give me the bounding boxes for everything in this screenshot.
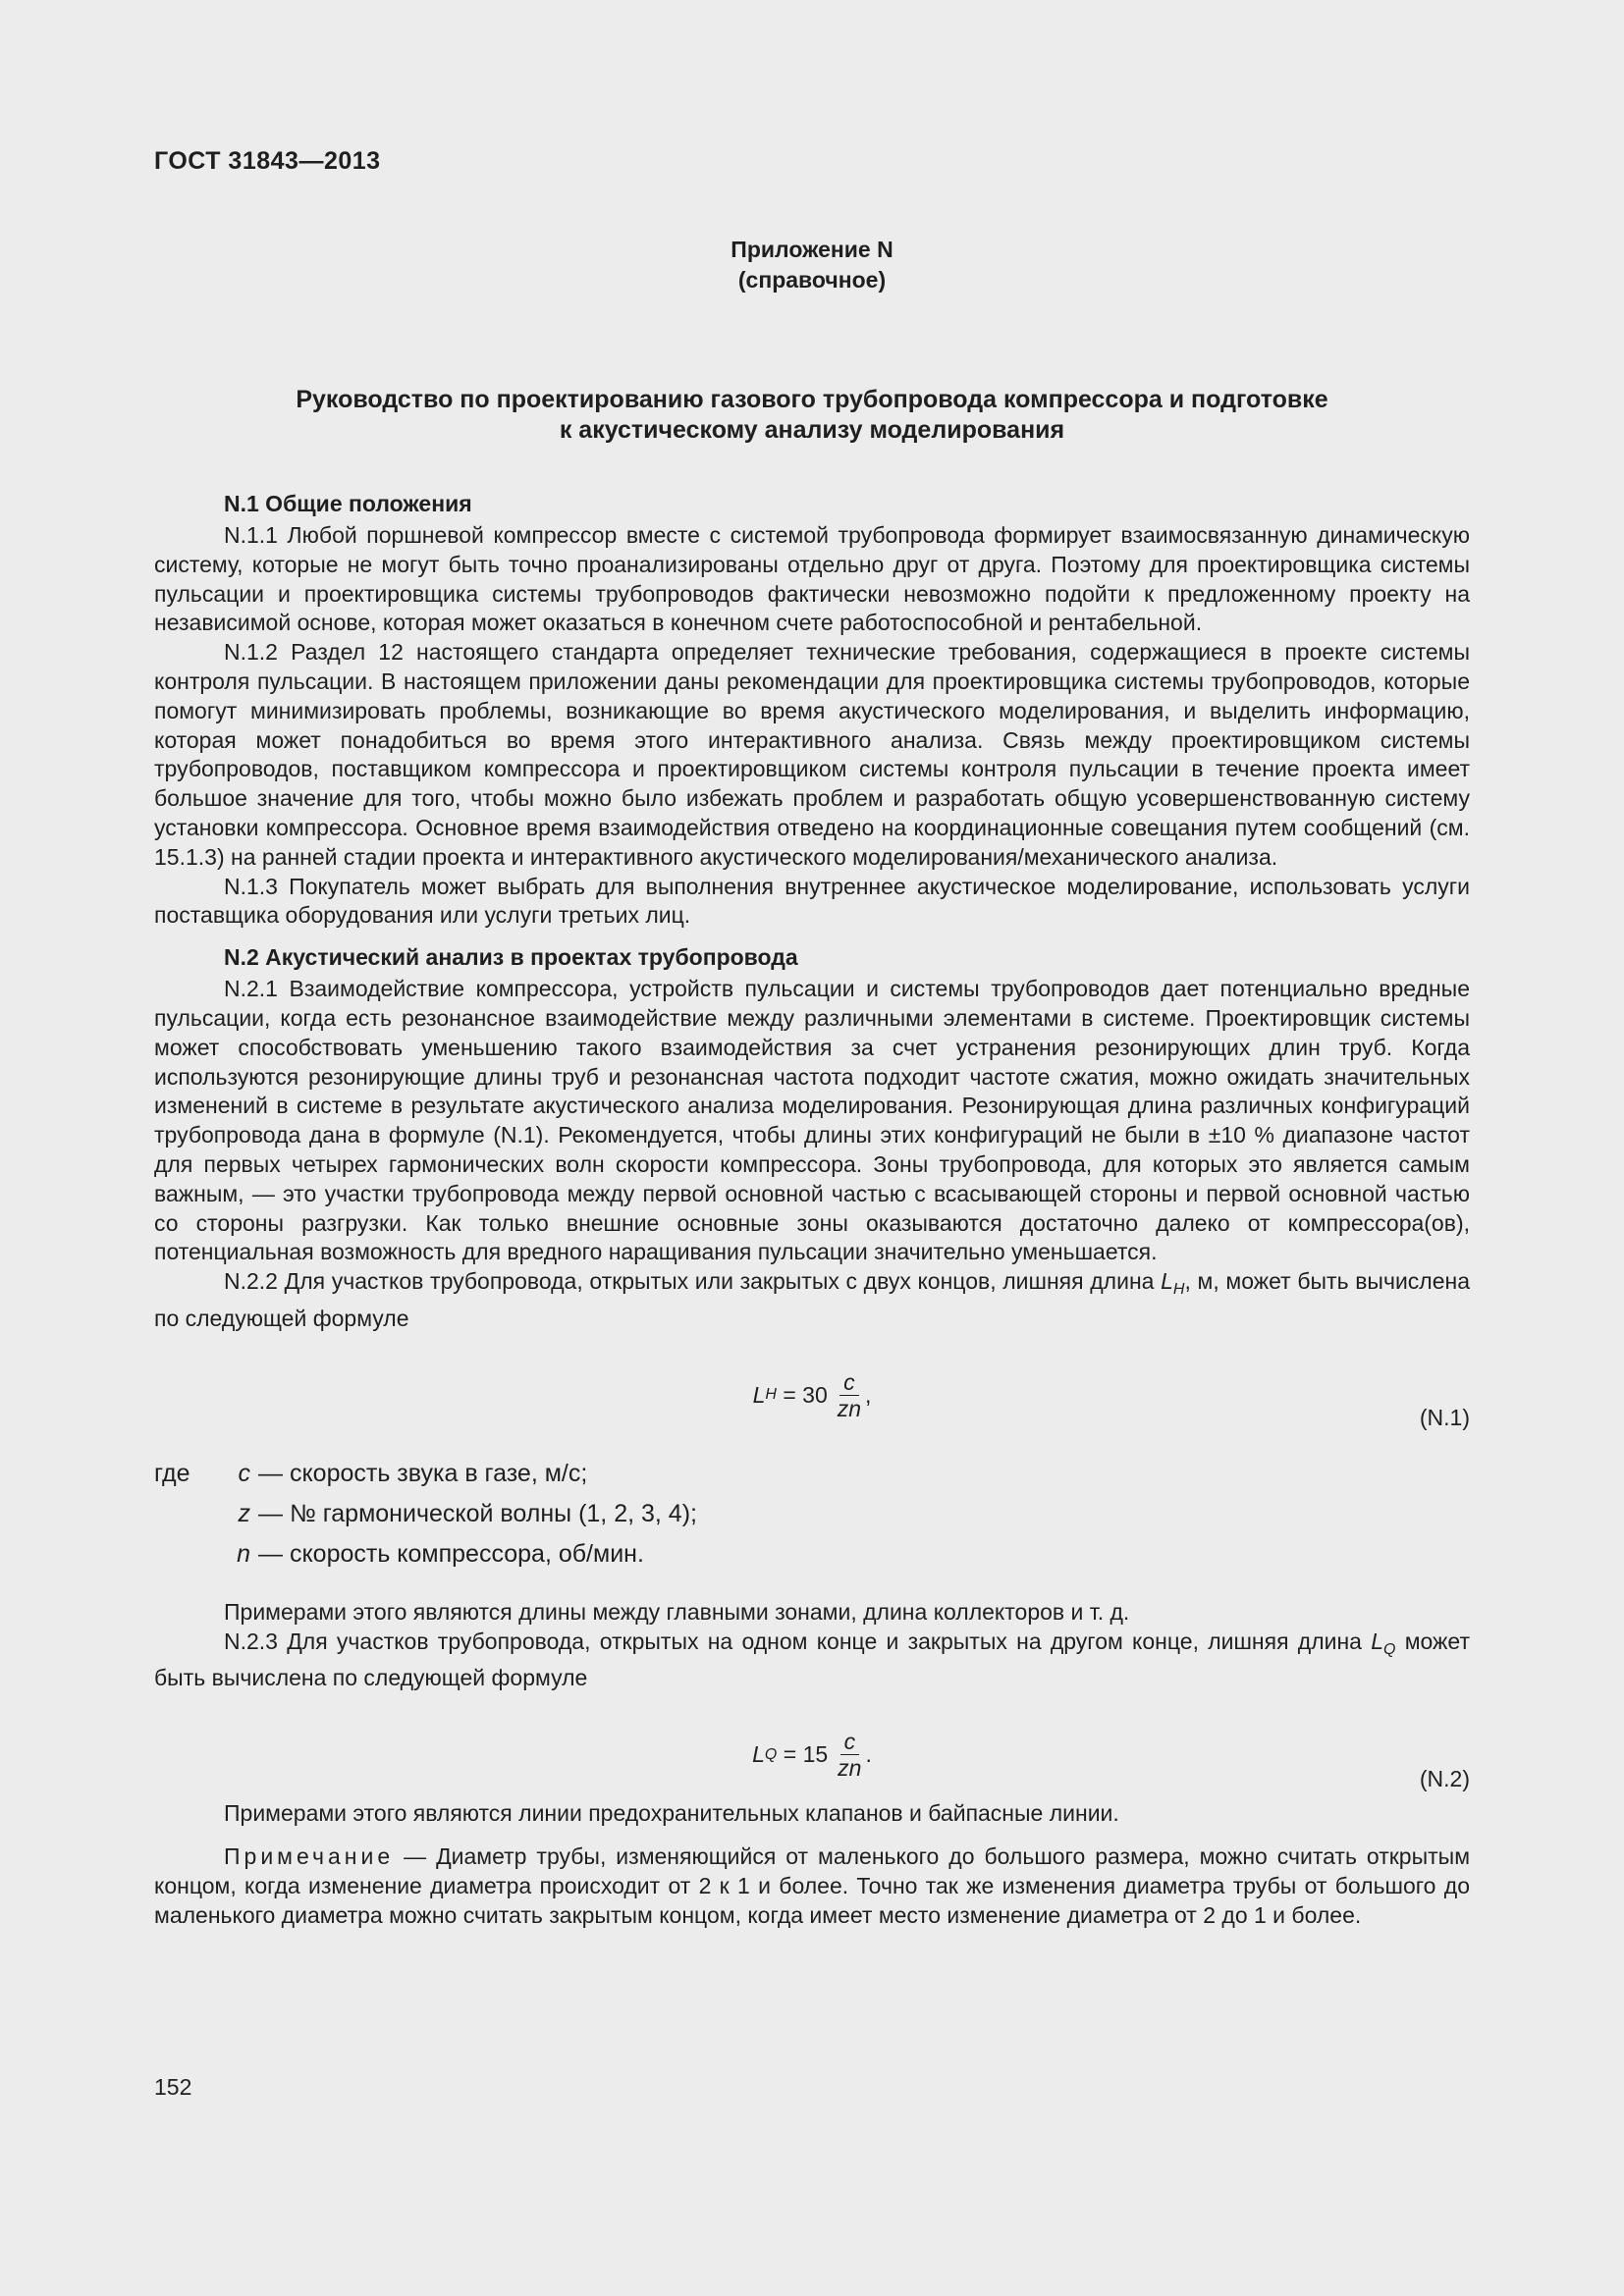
example-text-2: Примерами этого являются линии предохранительных клапанов и байпасные линии. — [224, 1800, 1119, 1827]
variable-legend-row — [154, 1454, 1470, 1494]
annex-title-line-1: Руководство по проектированию газового трубопровода компрессора и подготовке — [296, 386, 1328, 413]
formula-n2 — [154, 1717, 1470, 1799]
symbol-h-subscript: H — [1172, 1281, 1185, 1299]
variable-symbol: c — [238, 1459, 250, 1487]
paragraph-n2-3-text-b: может быть вычислена по следующей формуле — [154, 1628, 1470, 1691]
formula-n1-denominator: zn — [837, 1395, 862, 1421]
paragraph-n1-3: N.1.3 Покупатель может выбрать для выполнения внутреннее акустическое моделирование, использовать услуги поставщика оборудования или услуги третьих лиц. — [154, 873, 1470, 929]
annex-status: (справочное) — [737, 267, 887, 293]
formula-n1-lhs: L — [752, 1381, 766, 1408]
symbol-l: L — [1371, 1628, 1383, 1654]
note-label: Примечание — [224, 1842, 395, 1869]
formula-n2-punctuation: . — [865, 1741, 872, 1768]
variable-legend — [154, 1454, 1470, 1575]
variable-description: — скорость компрессора, об/мин. — [258, 1539, 644, 1568]
standard-code: ГОСТ 31843—2013 — [154, 147, 381, 175]
paragraph-n1-1: N.1.1 Любой поршневой компрессор вместе с системой трубопровода формирует взаимосвязанную динамическую систему, которые не могут быть точно проанализированы отдельно друг от друга. Поэтому для проектировщика системы пульсации и проектировщика системы трубопроводов фактически невозможно подойти к предложенному проекту на независимой основе, которая может оказаться в конечном счете работоспособной и рентабельной. — [154, 522, 1470, 636]
page-number: 152 — [154, 2074, 192, 2100]
document-page — [154, 147, 1470, 1930]
paragraph-n2-1: N.2.1 Взаимодействие компрессора, устройств пульсации и системы трубопроводов дает потенциально вредные пульсации, когда есть резонансное взаимодействие между различными элементами в системе. Проектировщик системы может способствовать уменьшению такого взаимодействия за счет устранения резонирующих длин труб. Когда используются резонирующие длины труб и резонансная частота подходит частоте сжатия, можно ожидать значительных изменений в системе в результате акустического анализа моделирования. Резонирующая длина различных конфигураций трубопровода дана в формуле (N.1). Рекомендуется, чтобы длины этих конфигураций не были в ±10 % диапазоне частот для первых четырех гармонических волн скорости компрессора. Зоны трубопровода, для которых это является самым важным, — это участки трубопровода между первой основной частью с всасывающей стороны и первой основной частью со стороны разгрузки. Как только внешние основные зоны оказываются достаточно далеко от компрессора(ов), потенциальная возможность для вредного наращивания пульсации значительно уменьшается. — [154, 976, 1470, 1265]
paragraph-n1-2: N.1.2 Раздел 12 настоящего стандарта определяет технические требования, содержащиеся в проекте системы контроля пульсации. В настоящем приложении даны рекомендации для проектировщика системы трубопроводов, которые помогут минимизировать проблемы, возникающие во время акустического моделирования, и выделить информацию, которая может понадобиться во время этого интерактивного анализа. Связь между проектировщиком системы трубопроводов, поставщиком компрессора и проектировщиком системы контроля пульсации в течение проекта имеет большое значение для того, чтобы можно было избежать проблем и разработать общую усовершенствованную систему установки компрессора. Основное время взаимодействия отведено на координационные совещания путем сообщений (см. 15.1.3) на ранней стадии проекта и интерактивного акустического моделирования/механического анализа. — [154, 639, 1470, 870]
formula-n1-punctuation: , — [865, 1381, 872, 1408]
formula-n2-lhs-subscript: Q — [764, 1745, 778, 1763]
paragraph-n2-2-text-b: , м, может быть вычислена по следующей формуле — [154, 1268, 1470, 1331]
paragraph-n2-3 — [154, 1628, 1470, 1694]
example-text-1: Примерами этого являются длины между главными зонами, длина коллекторов и т. д. — [224, 1598, 1130, 1625]
paragraph-n2-3-text-a: N.2.3 Для участков трубопровода, открытых на одном конце и закрытых на другом конце, лишняя длина — [224, 1628, 1372, 1654]
annex-title-line-2: к акустическому анализу моделирования — [559, 416, 1065, 444]
variable-description: — скорость звука в газе, м/с; — [258, 1459, 588, 1487]
variable-legend-row — [154, 1534, 1470, 1575]
annex-heading — [154, 235, 1470, 295]
annex-title — [154, 385, 1470, 446]
section-heading-n1: N.1 Общие положения — [224, 491, 472, 516]
formula-n1-lhs-subscript: H — [765, 1386, 777, 1404]
paragraph-n2-2 — [154, 1267, 1470, 1334]
formula-n2-label: (N.2) — [1419, 1766, 1470, 1792]
note-paragraph — [154, 1842, 1470, 1930]
formula-n2-denominator: zn — [838, 1755, 862, 1782]
note-text: — Диаметр трубы, изменяющийся от маленького до большого размера, можно считать открытым концом, когда изменение диаметра происходит от 2 к 1 и более. Точно так же изменения диаметра трубы от большого до маленького диаметра можно считать закрытым концом, когда имеет место изменение диаметра от 2 до 1 и более. — [154, 1842, 1470, 1928]
variable-legend-row — [154, 1494, 1470, 1534]
formula-n1-label: (N.1) — [1419, 1404, 1470, 1430]
variable-symbol: n — [237, 1539, 250, 1568]
formula-n2-lhs: L — [752, 1741, 765, 1768]
formula-n1-numerator: c — [839, 1369, 859, 1396]
formula-n1-fraction — [834, 1369, 865, 1421]
where-word: где — [154, 1459, 190, 1487]
variable-symbol: z — [238, 1499, 250, 1527]
formula-n1 — [154, 1358, 1470, 1446]
symbol-q-subscript: Q — [1383, 1640, 1396, 1658]
formula-n2-numerator: c — [840, 1729, 860, 1755]
formula-n2-fraction — [834, 1729, 865, 1781]
section-heading-n2: N.2 Акустический анализ в проектах трубопровода — [224, 944, 798, 971]
formula-n1-coefficient: = 30 — [776, 1381, 828, 1408]
variable-description: — № гармонической волны (1, 2, 3, 4); — [258, 1499, 697, 1527]
paragraph-n2-2-text-a: N.2.2 Для участков трубопровода, открытых или закрытых с двух концов, лишняя длина — [224, 1268, 1162, 1295]
symbol-l: L — [1161, 1268, 1173, 1295]
annex-name: Приложение N — [731, 237, 893, 262]
formula-n2-coefficient: = 15 — [777, 1741, 829, 1768]
